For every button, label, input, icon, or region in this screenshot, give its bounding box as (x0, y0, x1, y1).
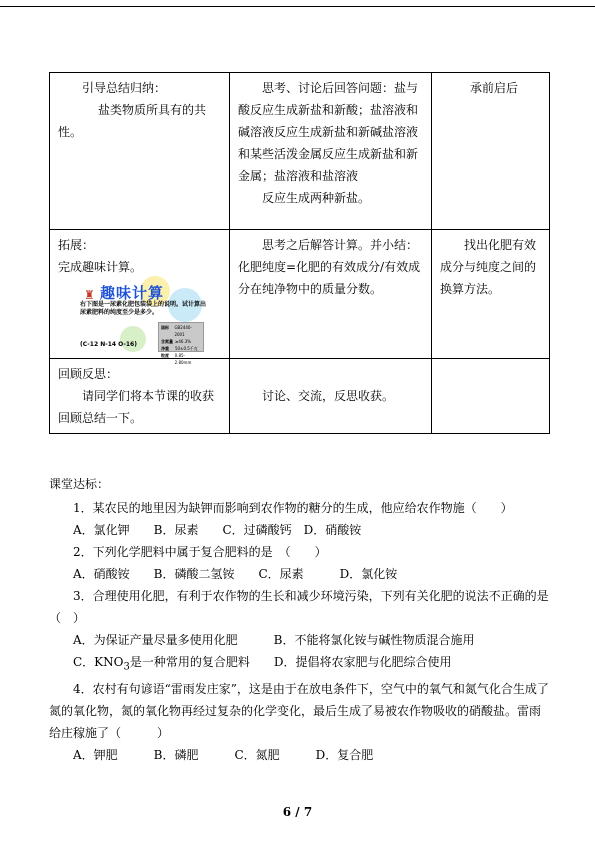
cell-text: 思考、讨论后回答问题：盐与酸反应生成新盐和新酸；盐溶液和碱溶液反应生成新盐和新碱盐溶液和某些活泼金属反应生成新盐和新金属；盐溶液和盐溶液 (238, 81, 419, 183)
header-rule (0, 6, 595, 7)
design-intent-cell (432, 230, 550, 359)
cell-text: 回顾反思： (58, 367, 119, 381)
cell-text: 找出化肥有效成分与纯度之间的换算方法。 (440, 238, 537, 296)
design-intent-cell (432, 359, 550, 434)
question-3: 3．合理使用化肥，有利于农作物的生长和减少环境污染，下列有关化肥的说法不正确的是（ ） (49, 589, 549, 625)
question-2: 2．下列化学肥料中属于复合肥料的是 （ ） (73, 545, 327, 559)
exercise-section (49, 473, 549, 766)
label-row: 国标 GB2440-2001 (161, 325, 192, 337)
cell-text: 拓展： (58, 238, 95, 252)
exercise-title: 课堂达标： (49, 477, 110, 491)
question-4: 4．农村有句谚语“雷雨发庄家”，这是由于在放电条件下，空气中的氧气和氮气化合生成了氮的氧化物，氮的氧化物再经过复杂的化学变化，最后生成了易被农作物吸收的硝酸盐。雷雨给庄稼施了（ ） (49, 682, 549, 741)
design-intent-cell (432, 73, 550, 230)
table-row (50, 73, 550, 230)
table-row (50, 230, 550, 359)
cell-text: 讨论、交流，反思收获。 (262, 389, 395, 403)
cell-text: 引导总结归纳： (82, 81, 167, 95)
figure-icon: ♜ (84, 288, 95, 302)
label-row: 含氮量 ≥46.3% (161, 339, 192, 344)
fun-formula: (C-12 N-14 O-16) (80, 341, 137, 348)
fun-text: 右下图是一尿素化肥包装袋上的说明。试计算出尿素肥料的纯度至少是多少。 (80, 301, 207, 316)
teacher-activity-cell (50, 73, 230, 230)
lesson-table (49, 72, 550, 434)
cell-text: 反应生成两种新盐。 (262, 191, 371, 205)
cell-text: 承前启后 (470, 81, 519, 95)
cell-text: 盐类物质所具有的共性。 (58, 103, 207, 139)
table-row (50, 359, 550, 434)
fertilizer-label (158, 322, 204, 365)
cell-text: 完成趣味计算。 (58, 260, 143, 274)
fun-title: 趣味计算 (100, 284, 165, 302)
question-1: 1．某农民的地里因为缺钾而影响到农作物的糖分的生成，他应给农作物施（ ） (73, 501, 513, 515)
teacher-activity-cell (50, 230, 230, 365)
question-4-options: A．钾肥 B．磷肥 C．氮肥 D．复合肥 (73, 748, 374, 763)
teacher-activity-cell (50, 359, 230, 434)
label-row: 粒度 0.85-2.80mm (161, 353, 192, 365)
question-1-options: A．氯化钾 B．尿素 C．过磷酸钙 D．硝酸铵 (73, 523, 362, 537)
label-row: 净重 50±0.5千克 (161, 346, 198, 351)
question-2-options: A．硝酸铵 B．磷酸二氢铵 C．尿素 D．氯化铵 (73, 567, 398, 581)
student-activity-cell (230, 359, 432, 434)
question-3-options-ab: A．为保证产量尽量多使用化肥 B．不能将氯化铵与碱性物质混合施用 (73, 633, 475, 647)
student-activity-cell (230, 230, 432, 359)
cell-text: 思考之后解答计算。并小结：化肥纯度=化肥的有效成分/有效成分在纯净物中的质量分数。 (238, 238, 421, 296)
fun-calculation-image (80, 282, 207, 365)
page-number: 6 / 7 (282, 805, 313, 819)
student-activity-cell (230, 73, 432, 230)
question-3-options-cd: C．$KNO_3$是一种常用的复合肥料 D．提倡将农家肥与化肥综合使用 (73, 655, 452, 673)
cell-text: 请同学们将本节课的收获回顾总结一下。 (58, 389, 215, 425)
